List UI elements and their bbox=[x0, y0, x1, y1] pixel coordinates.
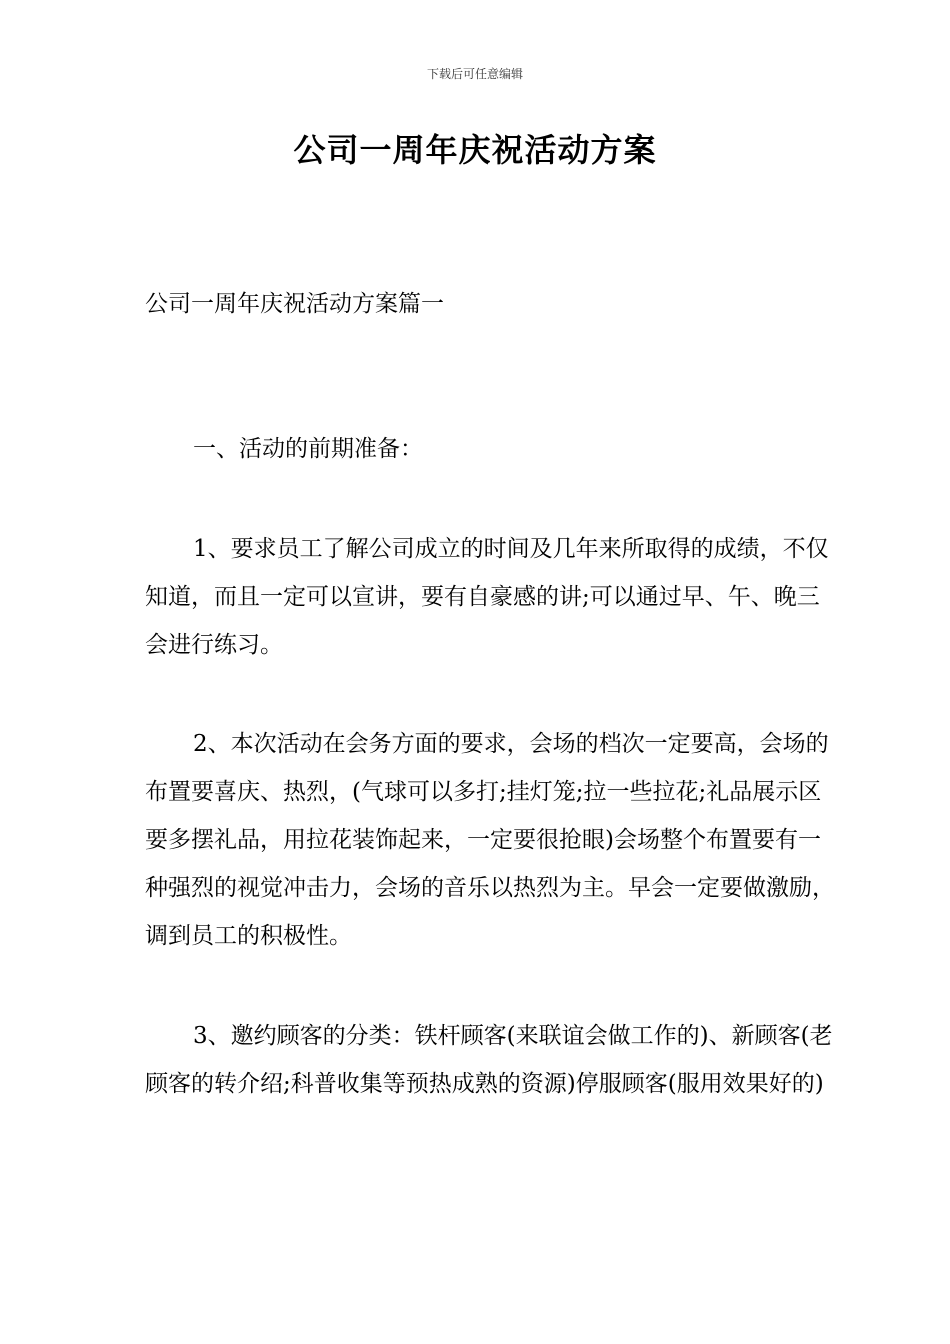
paragraph-1: 1、要求员工了解公司成立的时间及几年来所取得的成绩，不仅知道，而且一定可以宣讲，要有自豪感的讲;可以通过早、午、晚三会进行练习。 bbox=[145, 536, 829, 658]
heading-preparation: 一、活动的前期准备： bbox=[193, 436, 423, 462]
header-note: 下载后可任意编辑 bbox=[426, 67, 523, 81]
section-title: 公司一周年庆祝活动方案篇一 bbox=[145, 291, 444, 317]
paragraph-3: 3、邀约顾客的分类：铁杆顾客(来联谊会做工作的)、新顾客(老顾客的转介绍;科普收集等预热成熟的资源)停服顾客(服用效果好的) bbox=[145, 1023, 833, 1097]
document-title: 公司一周年庆祝活动方案 bbox=[293, 131, 657, 169]
paragraph-2: 2、本次活动在会务方面的要求，会场的档次一定要高，会场的布置要喜庆、热烈，(气球可以多打;挂灯笼;拉一些拉花;礼品展示区要多摆礼品，用拉花装饰起来，一定要很抢眼)会场整个布置要有一种强烈的视觉冲击力，会场的音乐以热烈为主。早会一定要做激励，调到员工的积极性。 bbox=[145, 731, 835, 949]
